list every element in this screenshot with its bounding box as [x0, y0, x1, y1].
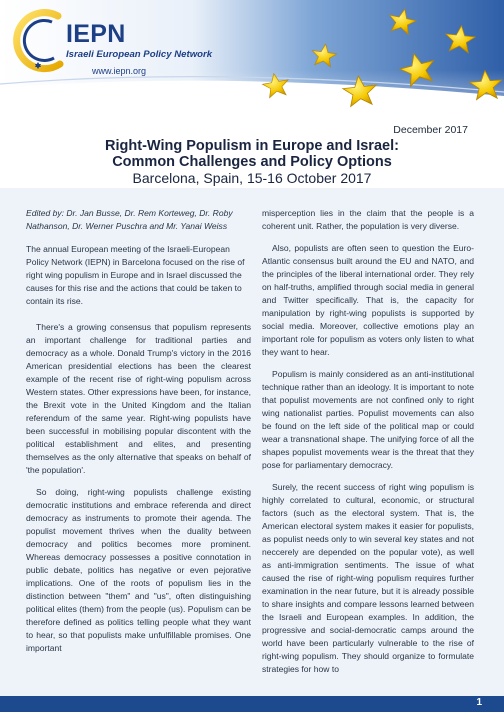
body-paragraph: Surely, the recent success of right wing populism is highly correlated to cultural, economic, or structural factors (such as the electoral system. That is, the American electoral system makes it easier for populists, as populist needs only to win several key states and not neccerely are depended on the popular vote), as well as anti-immigration sentiments. The issue of what caused the rise of right-wing populism requires further examination in the near future, but it is already possible to share insights and compare lessons learned between the Israeli and European examples. In addition, the progressive and social-democratic camps around the world have been particularly vulnerable to the rise of right-wing populism. They should organize to formulate strategies for how to	[262, 482, 474, 674]
left-column	[26, 207, 251, 664]
logo-subtitle: Israeli European Policy Network	[66, 49, 213, 60]
body-paragraph: So doing, right-wing populists challenge existing democratic institutions and embrace referenda and direct democracy as instruments to promote their agenda. The populist movement thrives when the duality between democracy and politics becomes more prominent. Whereas democracy possesses a positive connotation in public debate, politics has negative or even pejorative implications. One of the roots of populism lies in the distinction between "them" and "us", often distinguishing political elites (them) from the people (us). Populism can be therefore defined as politics telling people what they want to hear, so that populists make unfulfillable promises. One important	[26, 487, 251, 653]
globe-logo-icon	[8, 6, 68, 82]
logo-url[interactable]: www.iepn.org	[92, 66, 147, 76]
page-number: 1	[476, 697, 482, 708]
body-paragraph: Populism is mainly considered as an anti-institutional technique rather than an ideology. It is important to note that populist movements are not confined only to right wing nationalist parties. Populist movements can also be found on the left side of the political map or could wear a transnational shape. The unifying force of all the shapes populist movements wear is the threat that they pose for parliamentary democracy.	[262, 369, 474, 470]
title-event-line: Barcelona, Spain, 15-16 October 2017	[132, 170, 372, 186]
intro-paragraph: The annual European meeting of the Israeli-European Policy Network (IEPN) in Barcelona focused on the rise of right wing populism in Europe and in Israel discussed the causes for this rise and the actions that could be taken to contain its rise.	[26, 244, 245, 306]
title-line-1: Right-Wing Populism in Europe and Israel:	[105, 138, 399, 154]
title-line-2: Common Challenges and Policy Options	[112, 154, 392, 170]
body-paragraph: Also, populists are often seen to question the Euro-Atlantic consensus built around the EU and NATO, and the principles of the liberal international order. They rely on half-truths, amplified through social media in general and Twitter specifically. That is, the capacity for manipulation by right-wing populists is supported by social media. Moreover, collective emotions play an important role for populism as voters only listen to what they want to hear.	[262, 243, 474, 357]
document-title	[0, 138, 504, 187]
logo-name: IEPN	[66, 20, 126, 48]
editors-credit: Edited by: Dr. Jan Busse, Dr. Rem Korteweg, Dr. Roby Nathanson, Dr. Werner Puschra and Mr. Yanai Weiss	[26, 208, 233, 231]
publication-date: December 2017	[393, 124, 468, 136]
body-paragraph: misperception lies in the claim that the people is a coherent unit. Rather, the population is very diverse.	[262, 208, 474, 231]
footer-bar	[0, 696, 504, 712]
iepn-logo	[8, 6, 213, 86]
body-paragraph: There's a growing consensus that populism represents an important challenge for traditional parties and democracy as a whole. Donald Trump's victory in the 2016 American presidential elections has been the clearest example of the recent rise of right-wing populism across Western states. Other expressions have been, for instance, the Brexit vote in the United Kingdom and the Italian referendum of the same year. Right-wing populists have been successful in mobilising popular discontent with the political establishment and elites, and presenting themselves as the only alternative that speaks on behalf of 'the population'.	[26, 322, 251, 475]
page-header	[0, 0, 504, 112]
right-column	[262, 207, 474, 685]
